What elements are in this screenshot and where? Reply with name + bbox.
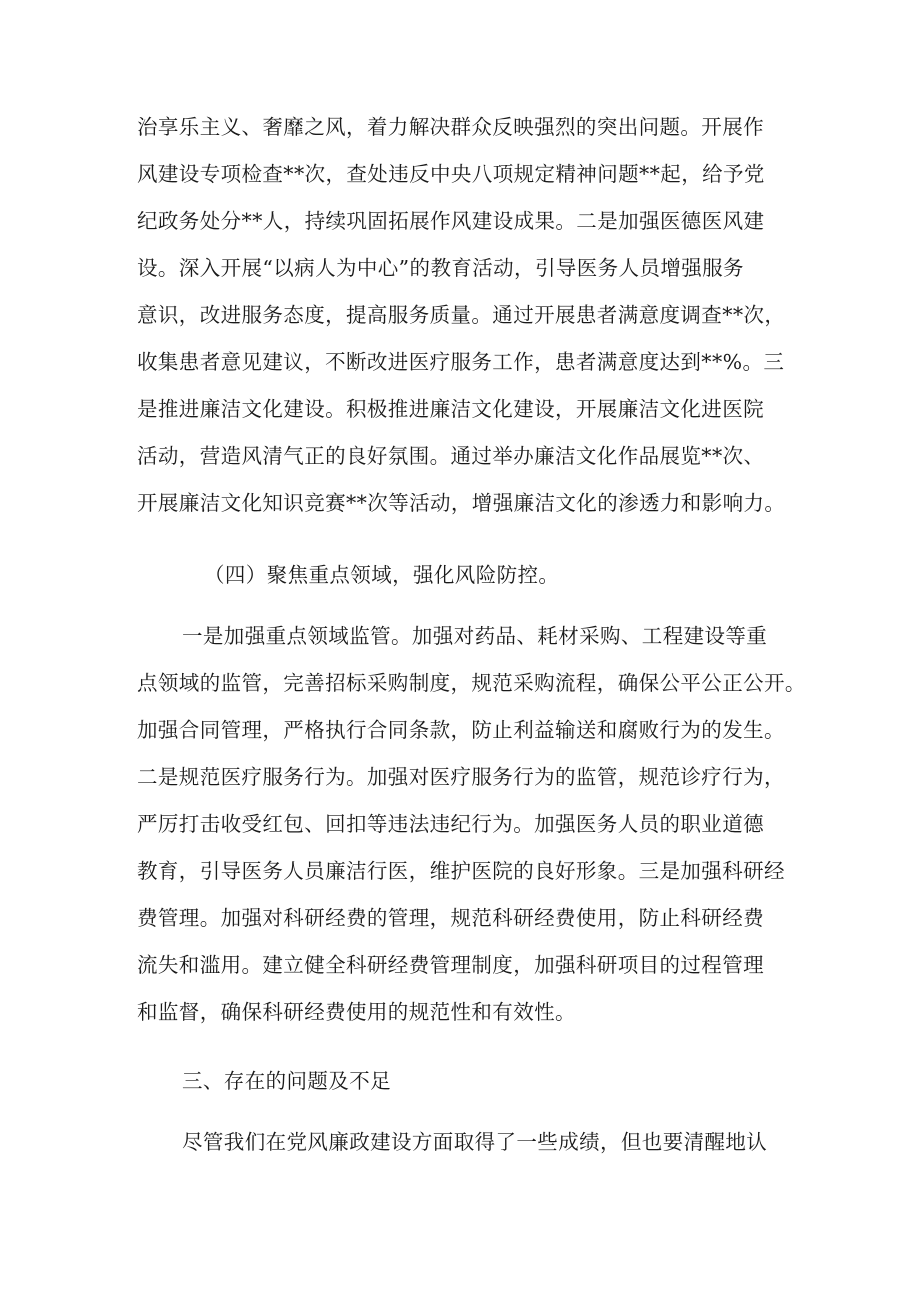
paragraph-line: 治享乐主义、奢靡之风，着力解决群众反映强烈的突出问题。开展作 <box>137 115 764 139</box>
paragraph-line: 教育，引导医务人员廉洁行医，维护医院的良好形象。三是加强科研经 <box>137 859 785 883</box>
paragraph-line: 二是规范医疗服务行为。加强对医疗服务行为的监管，规范诊疗行为， <box>137 765 785 789</box>
paragraph-line: 加强合同管理，严格执行合同条款，防止利益输送和腐败行为的发生。 <box>137 718 785 742</box>
paragraph-line: 点领域的监管，完善招标采购制度，规范采购流程，确保公平公正公开。 <box>137 671 806 695</box>
paragraph-line: 费管理。加强对科研经费的管理，规范科研经费使用，防止科研经费 <box>137 906 764 930</box>
section-heading-3 <box>137 1058 797 1105</box>
paragraph-line: 设。深入开展“以病人为中心”的教育活动，引导医务人员增强服务 <box>137 256 744 280</box>
heading-text: （四）聚焦重点领域，强化风险防控。 <box>204 563 560 587</box>
paragraph-line: 尽管我们在党风廉政建设方面取得了一些成绩，但也要清醒地认 <box>182 1130 768 1154</box>
paragraph-problems <box>137 1119 797 1166</box>
paragraph-style-building <box>137 104 797 527</box>
paragraph-line: 一是加强重点领域监管。加强对药品、耗材采购、工程建设等重 <box>182 624 768 648</box>
section-heading-4 <box>137 552 797 599</box>
paragraph-line: 意识，改进服务态度，提高服务质量。通过开展患者满意度调查**次， <box>137 303 786 327</box>
heading-text: 三、存在的问题及不足 <box>182 1069 391 1093</box>
paragraph-line: 风建设专项检查**次，查处违反中央八项规定精神问题**起，给予党 <box>137 162 765 186</box>
paragraph-line: 和监督，确保科研经费使用的规范性和有效性。 <box>137 1000 576 1024</box>
paragraph-line: 活动，营造风清气正的良好氛围。通过举办廉洁文化作品展览**次、 <box>137 444 765 468</box>
paragraph-line: 是推进廉洁文化建设。积极推进廉洁文化建设，开展廉洁文化进医院 <box>137 397 764 421</box>
paragraph-line: 流失和滥用。建立健全科研经费管理制度，加强科研项目的过程管理 <box>137 953 764 977</box>
paragraph-line: 开展廉洁文化知识竞赛**次等活动，增强廉洁文化的渗透力和影响力。 <box>137 491 786 515</box>
paragraph-line: 收集患者意见建议，不断改进医疗服务工作，患者满意度达到**%。三 <box>137 350 785 374</box>
paragraph-line: 纪政务处分**人，持续巩固拓展作风建设成果。二是加强医德医风建 <box>137 209 765 233</box>
paragraph-key-areas <box>137 613 806 1036</box>
paragraph-line: 严厉打击收受红包、回扣等违法违纪行为。加强医务人员的职业道德 <box>137 812 764 836</box>
